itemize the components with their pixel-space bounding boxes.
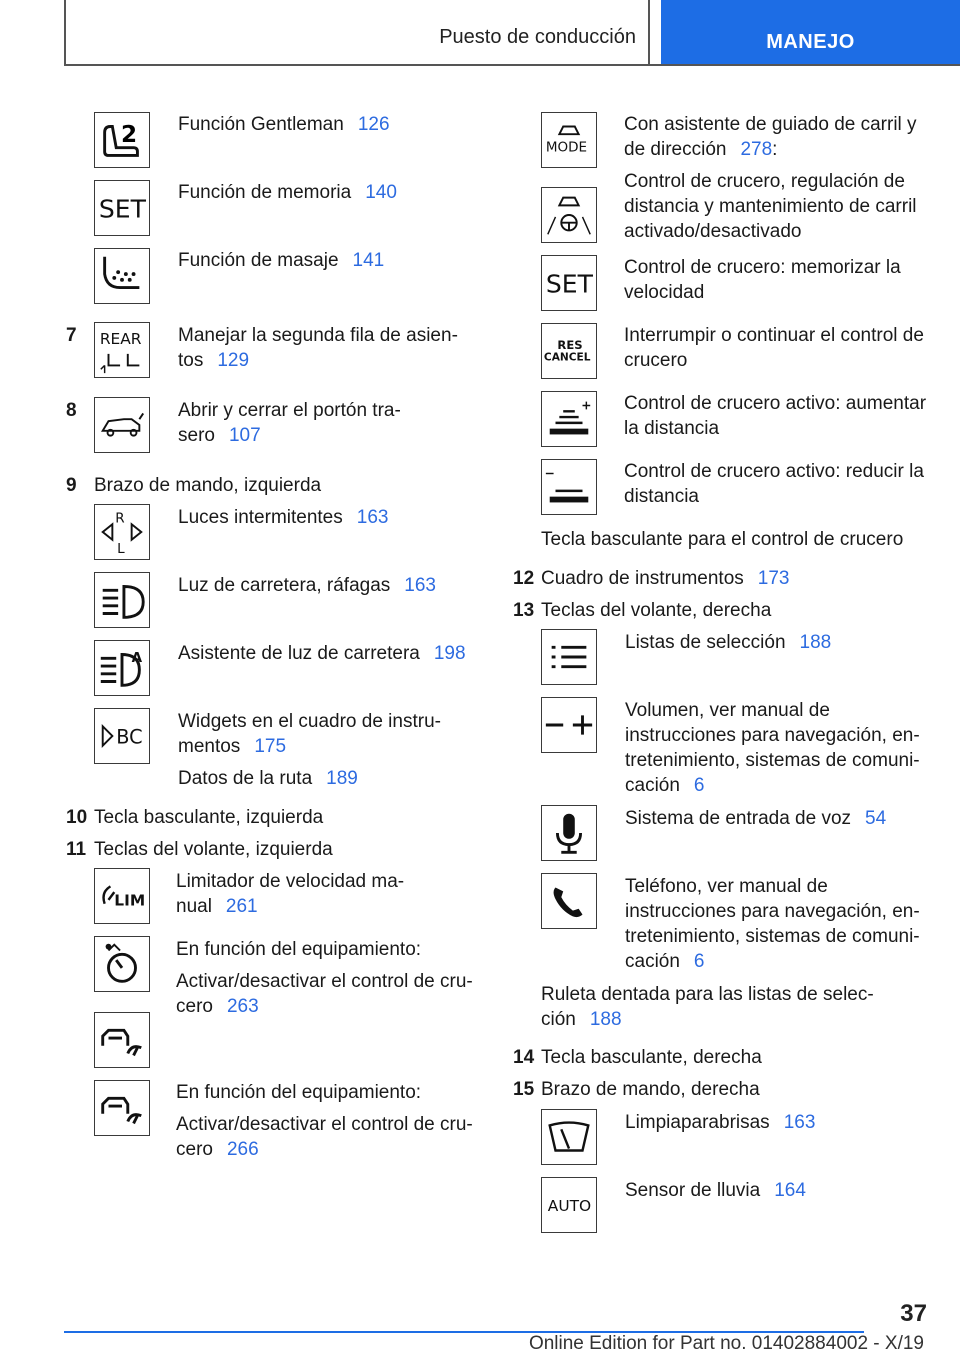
heading-right-rocker: Tecla basculante, derecha <box>541 1047 762 1068</box>
massage-seat-icon <box>94 248 150 304</box>
item-number-15: 15 <box>513 1079 535 1100</box>
page-number: 37 <box>900 1300 927 1327</box>
item-equipment-1: En función del equipamiento: <box>176 939 422 960</box>
item-store-speed: Control de crucero: memorizar la velocidad <box>624 257 901 303</box>
turn-signal-icon <box>94 504 150 560</box>
ref-link[interactable]: 198 <box>433 643 466 664</box>
item-selection-lists: Listas de selección 188 <box>625 632 832 653</box>
item-number-12: 12 <box>513 568 535 589</box>
wiper-icon <box>541 1109 597 1165</box>
svg-text:CANCEL: CANCEL <box>543 351 591 364</box>
mode-icon <box>541 112 597 168</box>
header-tab-manejo[interactable]: MANEJO <box>661 0 960 64</box>
item-resume-cancel: Interrumpir o continuar el control de crucero <box>624 325 924 371</box>
header-separator <box>648 0 650 66</box>
item-memory: Función de memoria 140 <box>178 182 397 203</box>
item-high-beam-assist: Asistente de luz de carretera 198 <box>178 643 466 664</box>
high-beam-icon <box>94 572 150 628</box>
res-cancel-icon <box>541 323 597 379</box>
ref-link[interactable]: 107 <box>228 425 261 446</box>
item-gentleman: Función Gentleman 126 <box>178 114 390 135</box>
heading-left-wheel-keys: Teclas del volante, izquierda <box>94 839 333 860</box>
seat-2-icon <box>94 112 150 168</box>
svg-text:R: R <box>115 510 125 527</box>
ref-link[interactable]: 188 <box>799 632 832 653</box>
item-wipers: Limpiaparabrisas 163 <box>625 1112 816 1133</box>
ref-link[interactable]: 54 <box>865 808 887 829</box>
volume-icon <box>541 697 597 753</box>
ref-link[interactable]: 163 <box>356 507 389 528</box>
ref-link[interactable]: 163 <box>404 575 436 596</box>
ref-link[interactable]: 6 <box>693 775 705 796</box>
item-number-13: 13 <box>513 600 535 621</box>
ref-link[interactable]: 141 <box>352 250 385 271</box>
item-cruise-toggle-1: Activar/desactivar el control de cru- cero 263 <box>176 971 473 1017</box>
item-tailgate: Abrir y cerrar el portón tra- sero 107 <box>178 400 401 446</box>
ref-link[interactable]: 164 <box>774 1180 806 1201</box>
heading-left-stalk: Brazo de mando, izquierda <box>94 475 322 496</box>
high-beam-assist-icon <box>94 640 150 696</box>
item-distance-decrease: Control de crucero activo: reducir la distancia <box>624 461 924 507</box>
item-high-beam: Luz de carretera, ráfagas 163 <box>178 575 436 596</box>
acc-icon <box>94 1012 150 1068</box>
item-massage: Función de masaje 141 <box>178 250 385 271</box>
item-number-14: 14 <box>513 1047 535 1068</box>
item-number-11: 11 <box>66 839 87 860</box>
item-speed-limiter: Limitador de velocidad ma- nual 261 <box>176 871 405 917</box>
ref-link[interactable]: 175 <box>254 736 287 757</box>
svg-text:SET: SET <box>98 194 146 224</box>
ref-link[interactable]: 263 <box>226 996 259 1017</box>
ref-link[interactable]: 266 <box>226 1139 259 1160</box>
list-icon <box>541 629 597 685</box>
ref-link[interactable]: 126 <box>357 114 390 135</box>
item-phone: Teléfono, ver manual de instrucciones para navegación, en- tretenimiento, sistemas de comuni- cación 6 <box>625 876 920 972</box>
item-thumbwheel: Ruleta dentada para las listas de selec- ción 188 <box>541 984 874 1030</box>
svg-text:BC: BC <box>116 725 143 749</box>
item-rain-sensor: Sensor de lluvia 164 <box>625 1180 806 1201</box>
ref-link[interactable]: 261 <box>225 896 258 917</box>
steering-assist-icon <box>541 187 597 243</box>
heading-right-wheel-keys: Teclas del volante, derecha <box>541 600 772 621</box>
cruise-control-icon <box>94 936 150 992</box>
item-equipment-2: En función del equipamiento: <box>176 1082 422 1103</box>
set-speed-icon <box>541 255 597 311</box>
ref-link[interactable]: 173 <box>757 568 790 589</box>
tailgate-icon <box>94 397 150 453</box>
item-number-10: 10 <box>66 807 88 828</box>
distance-decrease-icon <box>541 459 597 515</box>
bc-button-icon <box>94 708 150 764</box>
ref-link[interactable]: 188 <box>589 1009 622 1030</box>
item-volume: Volumen, ver manual de instrucciones para navegación, en- tretenimiento, sistemas de comuni- cación 6 <box>625 700 920 796</box>
heading-left-rocker: Tecla basculante, izquierda <box>94 807 324 828</box>
ref-link[interactable]: 189 <box>326 768 358 789</box>
item-turn-signal: Luces intermitentes 163 <box>178 507 389 528</box>
svg-text:RES: RES <box>557 338 583 353</box>
ref-link[interactable]: 129 <box>217 350 250 371</box>
distance-increase-icon <box>541 391 597 447</box>
item-voice-input: Sistema de entrada de voz 54 <box>625 808 887 829</box>
ref-link[interactable]: 278 <box>740 139 773 160</box>
svg-text:A: A <box>131 650 143 667</box>
header-section-title: Puesto de conducción <box>439 26 636 48</box>
heading-instrument-cluster: Cuadro de instrumentos 173 <box>541 568 790 589</box>
item-lane-assist: Con asistente de guiado de carril y de dirección 278: <box>624 114 917 160</box>
item-number-9: 9 <box>66 475 77 496</box>
acc-icon-2 <box>94 1080 150 1136</box>
item-number-7: 7 <box>66 325 77 346</box>
microphone-icon <box>541 805 597 861</box>
item-rear-seat: Manejar la segunda fila de asien- tos 129 <box>178 325 458 371</box>
svg-text:L: L <box>117 541 125 558</box>
item-widgets: Widgets en el cuadro de instru- mentos 175 <box>178 711 441 757</box>
ref-link[interactable]: 163 <box>783 1112 816 1133</box>
heading-right-stalk: Brazo de mando, derecha <box>541 1079 760 1100</box>
svg-text:2: 2 <box>121 121 138 148</box>
set-icon <box>94 180 150 236</box>
ref-link[interactable]: 6 <box>693 951 705 972</box>
header-rule <box>64 64 960 66</box>
auto-icon <box>541 1177 597 1233</box>
item-cruise-toggle-2: Activar/desactivar el control de cru- cero 266 <box>176 1114 473 1160</box>
item-cruise-lane-toggle: Control de crucero, regulación de distancia y mantenimiento de carril activado/desactivado <box>624 171 917 242</box>
item-trip-data: Datos de la ruta 189 <box>178 768 358 789</box>
ref-link[interactable]: 140 <box>365 182 397 203</box>
svg-text:SET: SET <box>545 269 593 299</box>
svg-text:LIM: LIM <box>114 891 146 910</box>
item-distance-increase: Control de crucero activo: aumentar la distancia <box>624 393 927 439</box>
heading-cruise-rocker: Tecla basculante para el control de crucero <box>541 529 904 550</box>
svg-text:REAR: REAR <box>99 330 142 349</box>
footer-edition: Online Edition for Part no. 01402884002 - X/19 <box>528 1333 924 1354</box>
speed-limiter-icon <box>94 868 150 924</box>
item-number-8: 8 <box>66 400 77 421</box>
phone-icon <box>541 873 597 929</box>
svg-text:MODE: MODE <box>545 139 588 156</box>
rear-seat-icon <box>94 322 150 378</box>
svg-text:AUTO: AUTO <box>547 1196 592 1215</box>
